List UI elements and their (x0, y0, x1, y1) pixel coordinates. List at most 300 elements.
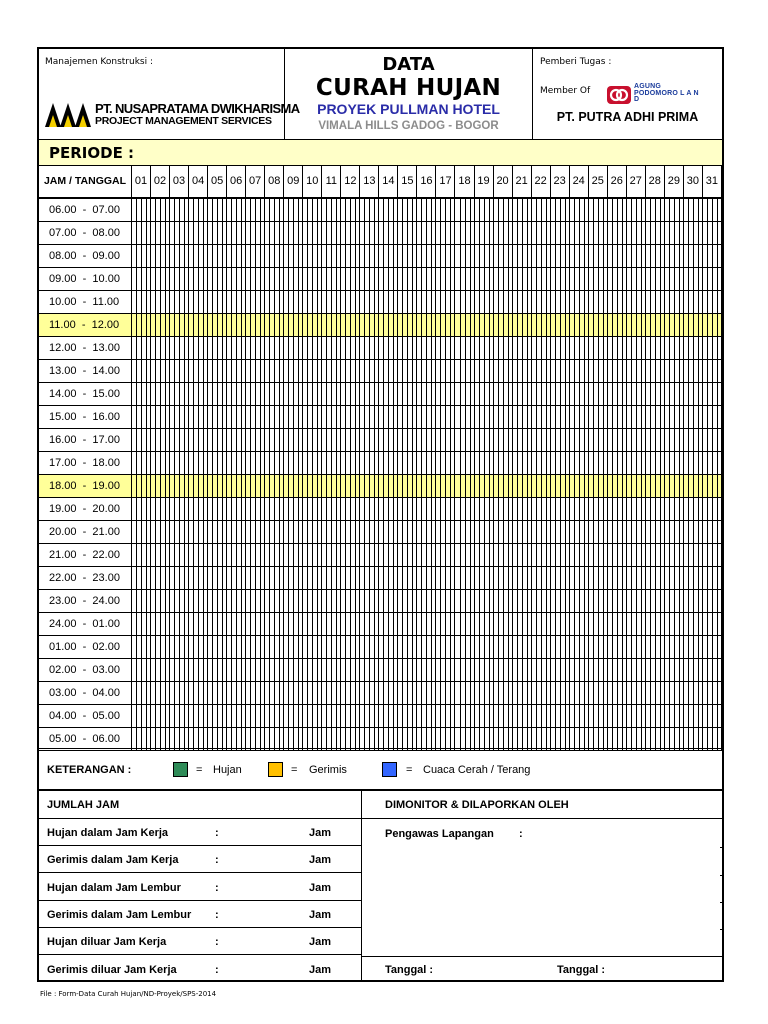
rain-cell[interactable] (570, 728, 589, 750)
rain-cell[interactable] (360, 498, 379, 520)
rain-cell[interactable] (494, 245, 513, 267)
rain-cell[interactable] (551, 613, 570, 635)
rain-cell[interactable] (284, 337, 303, 359)
rain-cell[interactable] (551, 383, 570, 405)
rain-cell[interactable] (265, 613, 284, 635)
rain-cell[interactable] (284, 406, 303, 428)
rain-cell[interactable] (608, 383, 627, 405)
rain-cell[interactable] (646, 567, 665, 589)
rain-cell[interactable] (151, 636, 170, 658)
rain-cell[interactable] (322, 728, 341, 750)
rain-cell[interactable] (456, 636, 475, 658)
rain-cell[interactable] (570, 613, 589, 635)
rain-cell[interactable] (627, 383, 646, 405)
rain-cell[interactable] (513, 429, 532, 451)
rain-cell[interactable] (627, 429, 646, 451)
rain-cell[interactable] (665, 498, 684, 520)
rain-cell[interactable] (151, 475, 170, 497)
rain-cell[interactable] (417, 613, 436, 635)
rain-cell[interactable] (208, 222, 227, 244)
rain-cell[interactable] (322, 475, 341, 497)
rain-cell[interactable] (189, 337, 208, 359)
rain-cell[interactable] (551, 268, 570, 290)
rain-cell[interactable] (627, 475, 646, 497)
rain-cell[interactable] (341, 429, 360, 451)
rain-cell[interactable] (570, 475, 589, 497)
rain-cell[interactable] (494, 383, 513, 405)
rain-cell[interactable] (436, 475, 455, 497)
rain-cell[interactable] (151, 429, 170, 451)
rain-cell[interactable] (551, 521, 570, 543)
rain-cell[interactable] (684, 613, 703, 635)
rain-cell[interactable] (551, 682, 570, 704)
rain-cell[interactable] (379, 590, 398, 612)
rain-cell[interactable] (227, 498, 246, 520)
rain-cell[interactable] (570, 498, 589, 520)
rain-cell[interactable] (398, 314, 417, 336)
rain-cell[interactable] (475, 682, 494, 704)
rain-cell[interactable] (532, 222, 551, 244)
rain-cell[interactable] (532, 659, 551, 681)
rain-cell[interactable] (589, 360, 608, 382)
rain-cell[interactable] (513, 728, 532, 750)
rain-cell[interactable] (189, 452, 208, 474)
rain-cell[interactable] (398, 337, 417, 359)
rain-cell[interactable] (151, 337, 170, 359)
rain-cell[interactable] (132, 222, 151, 244)
rain-cell[interactable] (189, 406, 208, 428)
rain-cell[interactable] (589, 613, 608, 635)
rain-cell[interactable] (608, 268, 627, 290)
rain-cell[interactable] (189, 705, 208, 727)
rain-cell[interactable] (189, 245, 208, 267)
rain-cell[interactable] (665, 268, 684, 290)
rain-cell[interactable] (456, 383, 475, 405)
rain-cell[interactable] (513, 406, 532, 428)
rain-cell[interactable] (398, 268, 417, 290)
rain-cell[interactable] (417, 199, 436, 221)
rain-cell[interactable] (189, 498, 208, 520)
rain-cell[interactable] (208, 314, 227, 336)
rain-cell[interactable] (341, 590, 360, 612)
rain-cell[interactable] (208, 728, 227, 750)
rain-cell[interactable] (265, 383, 284, 405)
rain-cell[interactable] (227, 337, 246, 359)
rain-cell[interactable] (589, 475, 608, 497)
rain-cell[interactable] (608, 590, 627, 612)
rain-cell[interactable] (570, 222, 589, 244)
rain-cell[interactable] (265, 728, 284, 750)
rain-cell[interactable] (684, 682, 703, 704)
rain-cell[interactable] (189, 613, 208, 635)
rain-cell[interactable] (532, 291, 551, 313)
rain-cell[interactable] (208, 544, 227, 566)
rain-cell[interactable] (246, 360, 265, 382)
rain-cell[interactable] (494, 636, 513, 658)
rain-cell[interactable] (589, 567, 608, 589)
rain-cell[interactable] (513, 360, 532, 382)
rain-cell[interactable] (570, 544, 589, 566)
rain-cell[interactable] (265, 222, 284, 244)
rain-cell[interactable] (189, 728, 208, 750)
rain-cell[interactable] (379, 360, 398, 382)
rain-cell[interactable] (646, 636, 665, 658)
rain-cell[interactable] (379, 406, 398, 428)
rain-cell[interactable] (475, 245, 494, 267)
rain-cell[interactable] (341, 475, 360, 497)
rain-cell[interactable] (532, 360, 551, 382)
rain-cell[interactable] (360, 636, 379, 658)
rain-cell[interactable] (189, 544, 208, 566)
rain-cell[interactable] (627, 521, 646, 543)
rain-cell[interactable] (494, 452, 513, 474)
rain-cell[interactable] (151, 521, 170, 543)
rain-cell[interactable] (303, 337, 322, 359)
rain-cell[interactable] (684, 452, 703, 474)
rain-cell[interactable] (532, 590, 551, 612)
rain-cell[interactable] (513, 475, 532, 497)
rain-cell[interactable] (341, 659, 360, 681)
rain-cell[interactable] (170, 728, 189, 750)
rain-cell[interactable] (589, 222, 608, 244)
rain-cell[interactable] (265, 360, 284, 382)
rain-cell[interactable] (608, 222, 627, 244)
rain-cell[interactable] (398, 544, 417, 566)
rain-cell[interactable] (246, 199, 265, 221)
rain-cell[interactable] (646, 245, 665, 267)
rain-cell[interactable] (570, 567, 589, 589)
rain-cell[interactable] (170, 590, 189, 612)
rain-cell[interactable] (456, 452, 475, 474)
rain-cell[interactable] (646, 544, 665, 566)
rain-cell[interactable] (475, 360, 494, 382)
rain-cell[interactable] (703, 475, 722, 497)
rain-cell[interactable] (570, 291, 589, 313)
rain-cell[interactable] (703, 659, 722, 681)
rain-cell[interactable] (532, 521, 551, 543)
rain-cell[interactable] (360, 314, 379, 336)
rain-cell[interactable] (436, 682, 455, 704)
rain-cell[interactable] (494, 728, 513, 750)
rain-cell[interactable] (494, 590, 513, 612)
rain-cell[interactable] (246, 682, 265, 704)
tanggal-label-2[interactable]: Tanggal : (557, 964, 606, 976)
rain-cell[interactable] (608, 705, 627, 727)
rain-cell[interactable] (456, 291, 475, 313)
rain-cell[interactable] (494, 475, 513, 497)
rain-cell[interactable] (284, 613, 303, 635)
rain-cell[interactable] (132, 590, 151, 612)
rain-cell[interactable] (360, 291, 379, 313)
rain-cell[interactable] (170, 544, 189, 566)
rain-cell[interactable] (322, 659, 341, 681)
rain-cell[interactable] (151, 567, 170, 589)
rain-cell[interactable] (513, 521, 532, 543)
rain-cell[interactable] (265, 521, 284, 543)
rain-cell[interactable] (570, 452, 589, 474)
rain-cell[interactable] (608, 728, 627, 750)
rain-cell[interactable] (703, 199, 722, 221)
rain-cell[interactable] (379, 567, 398, 589)
rain-cell[interactable] (703, 590, 722, 612)
rain-cell[interactable] (170, 406, 189, 428)
rain-cell[interactable] (532, 728, 551, 750)
rain-cell[interactable] (532, 636, 551, 658)
rain-cell[interactable] (551, 705, 570, 727)
rain-cell[interactable] (189, 360, 208, 382)
rain-cell[interactable] (227, 268, 246, 290)
rain-cell[interactable] (398, 222, 417, 244)
rain-cell[interactable] (456, 429, 475, 451)
rain-cell[interactable] (398, 613, 417, 635)
rain-cell[interactable] (703, 222, 722, 244)
rain-cell[interactable] (360, 659, 379, 681)
rain-cell[interactable] (360, 682, 379, 704)
rain-cell[interactable] (551, 659, 570, 681)
rain-cell[interactable] (227, 590, 246, 612)
rain-cell[interactable] (551, 429, 570, 451)
rain-cell[interactable] (170, 452, 189, 474)
rain-cell[interactable] (246, 705, 265, 727)
rain-cell[interactable] (665, 291, 684, 313)
rain-cell[interactable] (646, 222, 665, 244)
rain-cell[interactable] (570, 590, 589, 612)
rain-cell[interactable] (341, 452, 360, 474)
rain-cell[interactable] (684, 659, 703, 681)
rain-cell[interactable] (132, 659, 151, 681)
rain-cell[interactable] (456, 314, 475, 336)
rain-cell[interactable] (532, 475, 551, 497)
rain-cell[interactable] (551, 199, 570, 221)
rain-cell[interactable] (665, 521, 684, 543)
rain-cell[interactable] (513, 659, 532, 681)
rain-cell[interactable] (513, 682, 532, 704)
rain-cell[interactable] (322, 521, 341, 543)
rain-cell[interactable] (132, 544, 151, 566)
rain-cell[interactable] (417, 475, 436, 497)
rain-cell[interactable] (589, 659, 608, 681)
rain-cell[interactable] (627, 682, 646, 704)
rain-cell[interactable] (132, 199, 151, 221)
rain-cell[interactable] (646, 475, 665, 497)
rain-cell[interactable] (132, 383, 151, 405)
rain-cell[interactable] (151, 245, 170, 267)
rain-cell[interactable] (589, 199, 608, 221)
rain-cell[interactable] (189, 199, 208, 221)
rain-cell[interactable] (570, 521, 589, 543)
rain-cell[interactable] (322, 406, 341, 428)
rain-cell[interactable] (665, 705, 684, 727)
rain-cell[interactable] (132, 567, 151, 589)
rain-cell[interactable] (341, 521, 360, 543)
rain-cell[interactable] (532, 383, 551, 405)
rain-cell[interactable] (360, 705, 379, 727)
rain-cell[interactable] (665, 337, 684, 359)
rain-cell[interactable] (589, 245, 608, 267)
rain-cell[interactable] (436, 728, 455, 750)
rain-cell[interactable] (284, 452, 303, 474)
rain-cell[interactable] (132, 268, 151, 290)
rain-cell[interactable] (627, 360, 646, 382)
rain-cell[interactable] (475, 452, 494, 474)
rain-cell[interactable] (246, 406, 265, 428)
summary-row[interactable] (39, 874, 361, 901)
rain-cell[interactable] (646, 406, 665, 428)
rain-cell[interactable] (513, 337, 532, 359)
rain-cell[interactable] (341, 383, 360, 405)
rain-cell[interactable] (151, 222, 170, 244)
rain-cell[interactable] (284, 222, 303, 244)
rain-cell[interactable] (475, 314, 494, 336)
rain-cell[interactable] (684, 521, 703, 543)
rain-cell[interactable] (684, 429, 703, 451)
rain-cell[interactable] (513, 544, 532, 566)
rain-cell[interactable] (456, 245, 475, 267)
rain-cell[interactable] (227, 567, 246, 589)
rain-cell[interactable] (532, 268, 551, 290)
rain-cell[interactable] (360, 337, 379, 359)
rain-cell[interactable] (227, 475, 246, 497)
rain-cell[interactable] (436, 314, 455, 336)
rain-cell[interactable] (608, 544, 627, 566)
rain-cell[interactable] (151, 590, 170, 612)
rain-cell[interactable] (475, 636, 494, 658)
rain-cell[interactable] (170, 682, 189, 704)
rain-cell[interactable] (684, 636, 703, 658)
rain-cell[interactable] (398, 659, 417, 681)
rain-cell[interactable] (608, 682, 627, 704)
rain-cell[interactable] (589, 544, 608, 566)
rain-cell[interactable] (284, 590, 303, 612)
rain-cell[interactable] (513, 613, 532, 635)
rain-cell[interactable] (570, 406, 589, 428)
rain-cell[interactable] (303, 475, 322, 497)
rain-cell[interactable] (627, 291, 646, 313)
rain-cell[interactable] (189, 636, 208, 658)
rain-cell[interactable] (151, 544, 170, 566)
rain-cell[interactable] (417, 705, 436, 727)
rain-cell[interactable] (436, 636, 455, 658)
rain-cell[interactable] (551, 291, 570, 313)
rain-cell[interactable] (189, 567, 208, 589)
rain-cell[interactable] (208, 659, 227, 681)
rain-cell[interactable] (494, 291, 513, 313)
rain-cell[interactable] (665, 314, 684, 336)
rain-cell[interactable] (513, 199, 532, 221)
rain-cell[interactable] (456, 337, 475, 359)
rain-cell[interactable] (456, 360, 475, 382)
rain-cell[interactable] (551, 452, 570, 474)
rain-cell[interactable] (398, 383, 417, 405)
rain-cell[interactable] (475, 383, 494, 405)
rain-cell[interactable] (360, 475, 379, 497)
rain-cell[interactable] (513, 498, 532, 520)
rain-cell[interactable] (322, 199, 341, 221)
rain-cell[interactable] (246, 659, 265, 681)
rain-cell[interactable] (360, 521, 379, 543)
rain-cell[interactable] (684, 268, 703, 290)
rain-cell[interactable] (646, 199, 665, 221)
rain-cell[interactable] (456, 544, 475, 566)
rain-cell[interactable] (475, 222, 494, 244)
rain-cell[interactable] (322, 222, 341, 244)
rain-cell[interactable] (341, 291, 360, 313)
rain-cell[interactable] (475, 268, 494, 290)
rain-cell[interactable] (341, 705, 360, 727)
rain-cell[interactable] (417, 659, 436, 681)
rain-cell[interactable] (303, 590, 322, 612)
rain-cell[interactable] (379, 314, 398, 336)
rain-cell[interactable] (513, 452, 532, 474)
rain-cell[interactable] (189, 659, 208, 681)
rain-cell[interactable] (170, 567, 189, 589)
rain-cell[interactable] (170, 360, 189, 382)
rain-cell[interactable] (170, 383, 189, 405)
rain-cell[interactable] (360, 567, 379, 589)
rain-cell[interactable] (284, 521, 303, 543)
rain-cell[interactable] (532, 245, 551, 267)
rain-cell[interactable] (417, 360, 436, 382)
rain-cell[interactable] (646, 659, 665, 681)
rain-cell[interactable] (360, 199, 379, 221)
rain-cell[interactable] (417, 544, 436, 566)
rain-cell[interactable] (360, 360, 379, 382)
rain-cell[interactable] (627, 452, 646, 474)
rain-cell[interactable] (417, 268, 436, 290)
summary-row[interactable] (39, 928, 361, 955)
rain-cell[interactable] (151, 199, 170, 221)
rain-cell[interactable] (379, 475, 398, 497)
rain-cell[interactable] (417, 590, 436, 612)
rain-cell[interactable] (132, 452, 151, 474)
rain-cell[interactable] (360, 268, 379, 290)
rain-cell[interactable] (284, 360, 303, 382)
rain-cell[interactable] (227, 452, 246, 474)
rain-cell[interactable] (379, 705, 398, 727)
rain-cell[interactable] (360, 245, 379, 267)
rain-cell[interactable] (494, 406, 513, 428)
rain-cell[interactable] (494, 429, 513, 451)
rain-cell[interactable] (436, 291, 455, 313)
rain-cell[interactable] (475, 291, 494, 313)
rain-cell[interactable] (170, 222, 189, 244)
rain-cell[interactable] (208, 199, 227, 221)
rain-cell[interactable] (684, 383, 703, 405)
rain-cell[interactable] (551, 475, 570, 497)
rain-cell[interactable] (398, 682, 417, 704)
rain-cell[interactable] (494, 705, 513, 727)
rain-cell[interactable] (608, 613, 627, 635)
rain-cell[interactable] (646, 360, 665, 382)
rain-cell[interactable] (322, 337, 341, 359)
rain-cell[interactable] (608, 567, 627, 589)
rain-cell[interactable] (417, 636, 436, 658)
rain-cell[interactable] (227, 314, 246, 336)
rain-cell[interactable] (322, 452, 341, 474)
rain-cell[interactable] (227, 705, 246, 727)
rain-cell[interactable] (227, 613, 246, 635)
rain-cell[interactable] (627, 314, 646, 336)
rain-cell[interactable] (398, 245, 417, 267)
rain-cell[interactable] (417, 314, 436, 336)
rain-cell[interactable] (151, 291, 170, 313)
rain-cell[interactable] (284, 429, 303, 451)
rain-cell[interactable] (227, 659, 246, 681)
rain-cell[interactable] (265, 705, 284, 727)
rain-cell[interactable] (322, 360, 341, 382)
rain-cell[interactable] (189, 383, 208, 405)
rain-cell[interactable] (646, 613, 665, 635)
